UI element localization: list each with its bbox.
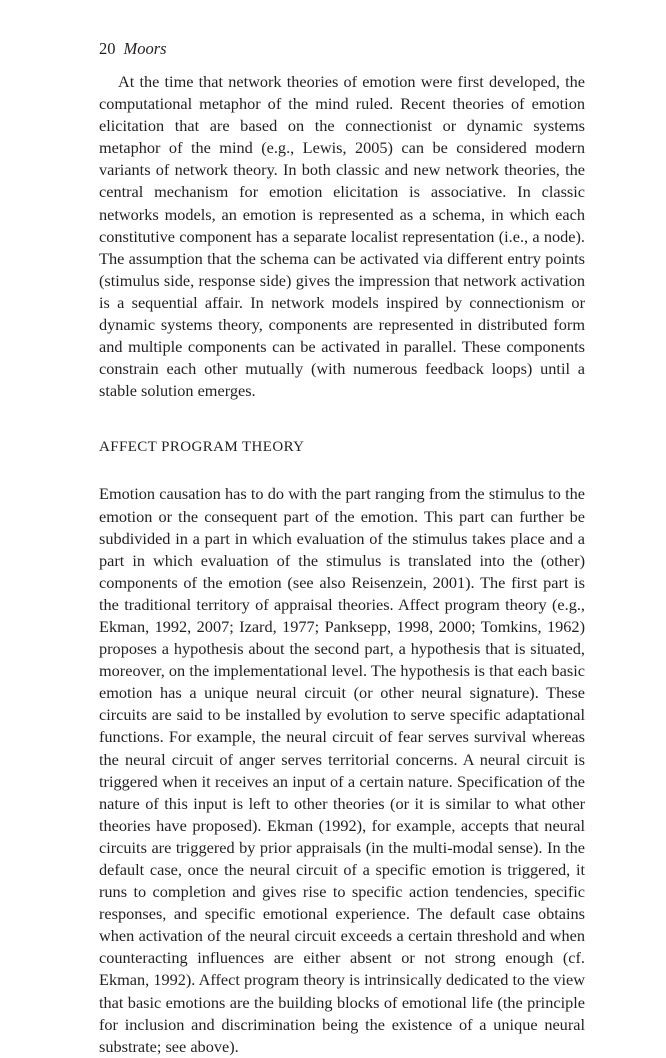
book-page — [99, 38, 585, 1058]
paragraph-affect-program: Emotion causation has to do with the part ranging from the stimulus to the emotion or the consequent part of the emotion. This part can further be subdivided in a part in which evaluation of the stimulus takes place and a part in which evaluation of the stimulus is translated into the (other) components of the emotion (see also Reisenzein, 2001). The first part is the traditional territory of appraisal theories. Affect program theory (e.g., Ekman, 1992, 2007; Izard, 1977; Panksepp, 1998, 2000; Tomkins, 1962) proposes a hypothesis about the second part, a hypothesis that is situated, moreover, on the implementational level. The hypothesis is that each basic emotion has a unique neural circuit (or other neural signature). These circuits are said to be installed by evolution to serve specific adaptational functions. For example, the neural circuit of fear serves survival whereas the neural circuit of anger serves territorial concerns. A neural circuit is triggered when it receives an input of a certain nature. Specification of the nature of this input is left to other theories (or it is similar to what other theories have proposed). Ekman (1992), for example, accepts that neural circuits are triggered by prior appraisals (in the multi-modal sense). In the default case, once the neural circuit of a specific emotion is triggered, it runs to completion and gives rise to specific action tendencies, specific responses, and specific emotional experience. The default case obtains when activation of the neural circuit exceeds a certain threshold and when counteracting influences are either absent or not strong enough (cf. Ekman, 1992). Affect program theory is intrinsically dedicated to the view that basic emotions are the building blocks of emotional life (the principle for inclusion and discrimination being the existence of a unique neural substrate; see above). — [99, 484, 585, 1056]
paragraph-network-theories: At the time that network theories of emotion were first developed, the computational metaphor of the mind ruled. Recent theories of emotion elicitation that are based on the connectionist or dynamic systems metaphor of the mind (e.g., Lewis, 2005) can be considered modern variants of network theory. In both classic and new network theories, the central mechanism for emotion elicitation is associative. In classic networks models, an emotion is represented as a schema, in which each constitutive component has a separate localist representation (i.e., a node). The assumption that the schema can be activated via different entry points (stimulus side, response side) gives the impression that network activation is a sequential affair. In network models inspired by connectionism or dynamic systems theory, components are represented in distributed form and multiple components can be activated in parallel. These components constrain each other mutually (with numerous feedback loops) until a stable solution emerges. — [99, 72, 585, 401]
section-heading: AFFECT PROGRAM THEORY — [99, 439, 305, 456]
page-number: 20 — [99, 39, 116, 58]
running-head-author: Moors — [123, 39, 167, 58]
running-head — [99, 38, 585, 60]
